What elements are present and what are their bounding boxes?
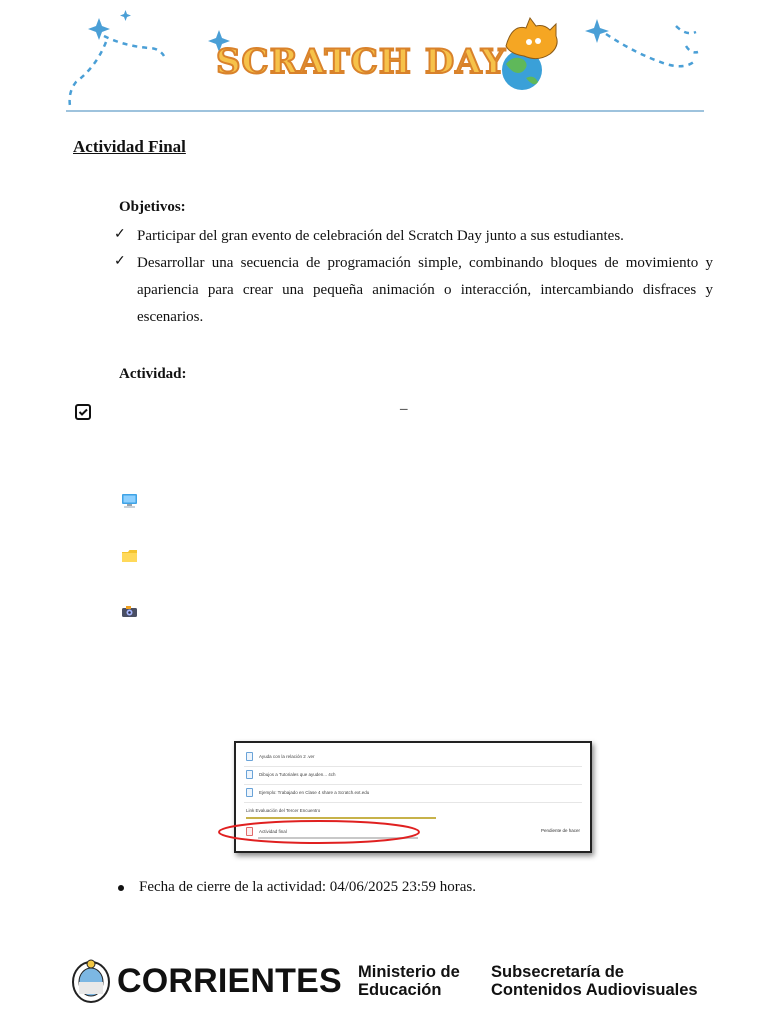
page-title: Actividad Final	[73, 137, 186, 156]
divider	[244, 784, 582, 785]
list-item: Ejemplo: Trabajado en Clase 4 share a Scratch.ext.edu	[246, 786, 369, 798]
checkbox-icon	[75, 404, 91, 420]
scratch-day-logo: SCRATCH DAY	[216, 42, 507, 82]
folder-icon	[121, 548, 138, 564]
bullet-icon	[118, 885, 124, 891]
list-item: Dibujos a Tutoriales que ayuden... 4ch	[246, 768, 336, 780]
list-item: Ayuda con la relación 2 .ver	[246, 750, 314, 762]
activity-title: Actividad:	[119, 366, 187, 382]
header-banner	[66, 6, 702, 110]
province-name: CORRIENTES	[117, 962, 342, 1000]
computer-icon	[121, 493, 138, 509]
checkmark-icon: ✓	[114, 227, 126, 242]
dash-separator: –	[400, 401, 408, 417]
divider	[244, 802, 582, 803]
objective-item: Participar del gran evento de celebración del Scratch Day junto a sus estudiantes.	[137, 228, 624, 244]
file-icon	[246, 788, 253, 797]
file-icon	[246, 752, 253, 761]
subsecretary-name: Subsecretaría de Contenidos Audiovisuales	[491, 963, 698, 999]
province-seal	[71, 958, 111, 1004]
link-caption: Link Evaluación del Tercer Encuentro	[246, 807, 321, 813]
status-badge: Pendiente de hacer	[540, 828, 580, 833]
camera-icon	[121, 603, 138, 619]
divider	[244, 766, 582, 767]
checkmark-icon: ✓	[114, 254, 126, 269]
header-divider	[66, 110, 704, 112]
file-icon	[246, 770, 253, 779]
deadline-text: Fecha de cierre de la actividad: 04/06/2025 23:59 horas.	[118, 879, 476, 896]
ministry-name: Ministerio de Educación	[358, 963, 460, 999]
objective-item: Desarrollar una secuencia de programación simple, combinando bloques de movimiento y apariencia para crear una pequeña animación o interacción, intercambiando disfraces y escenarios.	[137, 255, 713, 325]
objectives-title: Objetivos:	[119, 199, 186, 215]
course-screenshot	[234, 741, 592, 853]
highlight-ellipse	[216, 819, 426, 847]
list-item-highlighted: Actividad final	[246, 825, 287, 837]
